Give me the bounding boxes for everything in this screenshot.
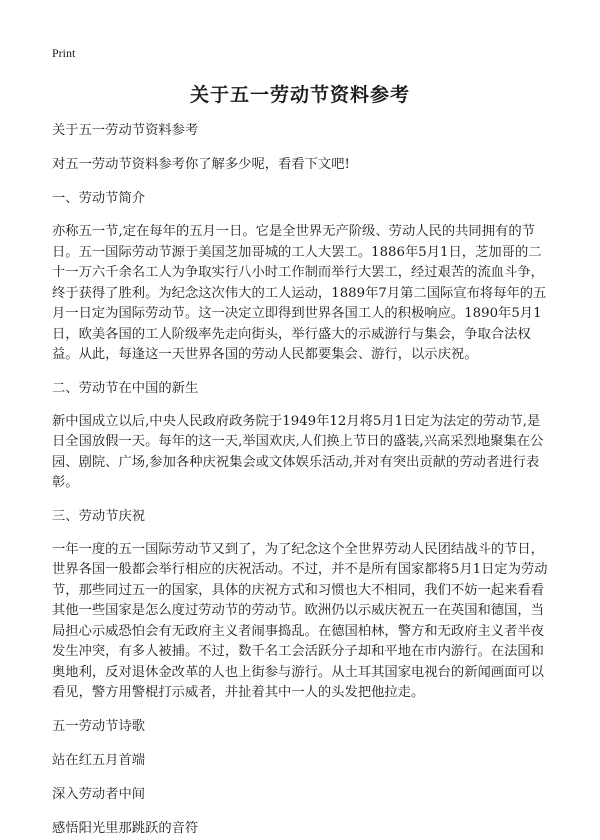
section-heading-intro: 一、劳动节简介 bbox=[52, 191, 146, 206]
intro-text: 对五一劳动节资料参考你了解多少呢，看看下文吧! bbox=[52, 157, 350, 172]
poem-line: 感悟阳光里那跳跃的音符 bbox=[52, 820, 199, 836]
poem-line: 深入劳动者中间 bbox=[52, 786, 146, 802]
document-body bbox=[52, 120, 552, 840]
page-title: 关于五一劳动节资料参考 bbox=[189, 84, 410, 106]
subtitle: 关于五一劳动节资料参考 bbox=[52, 123, 199, 138]
section-heading-celebration: 三、劳动节庆祝 bbox=[52, 508, 146, 524]
section-heading-china: 二、劳动节在中国的新生 bbox=[52, 380, 199, 396]
poem-heading: 五一劳动节诗歌 bbox=[52, 718, 146, 734]
section-body-intro: 亦称五一节,定在每年的五月一日。它是全世界无产阶级、劳动人民的共同拥有的节日。五一国际劳动节源于美国芝加哥城的工人大罢工。1886年5月1日，芝加哥的二十一万六千余名工人为争取实行八小时工作制而举行大罢工，经过艰苦的流血斗争，终于获得了胜利。为纪念这次伟大的工人运动，1889年7月第二国际宣布将每年的五月一日定为国际劳动节。这一决定立即得到世界各国工人的积极响应。1890年5月1日，欧美各国的工人阶级率先走向街头，举行盛大的示威游行与集会，争取合法权益。从此，每逢这一天世界各国的劳动人民都要集会、游行，以示庆祝。 bbox=[52, 224, 547, 362]
poem-line: 站在红五月首端 bbox=[52, 752, 146, 768]
section-body-china: 新中国成立以后,中央人民政府政务院于1949年12月将5月1日定为法定的劳动节,是日全国放假一天。每年的这一天,举国欢庆,人们换上节日的盛装,兴高采烈地聚集在公园、剧院、广场,参加各种庆祝集会或文体娱乐活动,并对有突出贡献的劳动者进行表彰。 bbox=[52, 413, 544, 490]
section-body-celebration: 一年一度的五一国际劳动节又到了，为了纪念这个全世界劳动人民团结战斗的节日，世界各国一般都会举行相应的庆祝活动。不过，并不是所有国家都将5月1日定为劳动节，那些同过五一的国家，具体的庆祝方式和习惯也大不相同，我们不妨一起来看看其他一些国家是怎么度过劳动节的劳动节。欧洲仍以示威庆祝五一在英国和德国，当局担心示威恐怕会有无政府主义者闹事捣乱。在德国柏林，警方和无政府主义者半夜发生冲突，有多人被捕。不过，数千名工会活跃分子却和平地在市内游行。在法国和奥地利，反对退休金改革的人也上街参与游行。从土耳其国家电视台的新闻画面可以看见，警方用警棍打示威者，并扯着其中一人的头发把他拉走。 bbox=[52, 541, 548, 700]
print-link[interactable]: Print bbox=[52, 46, 76, 60]
